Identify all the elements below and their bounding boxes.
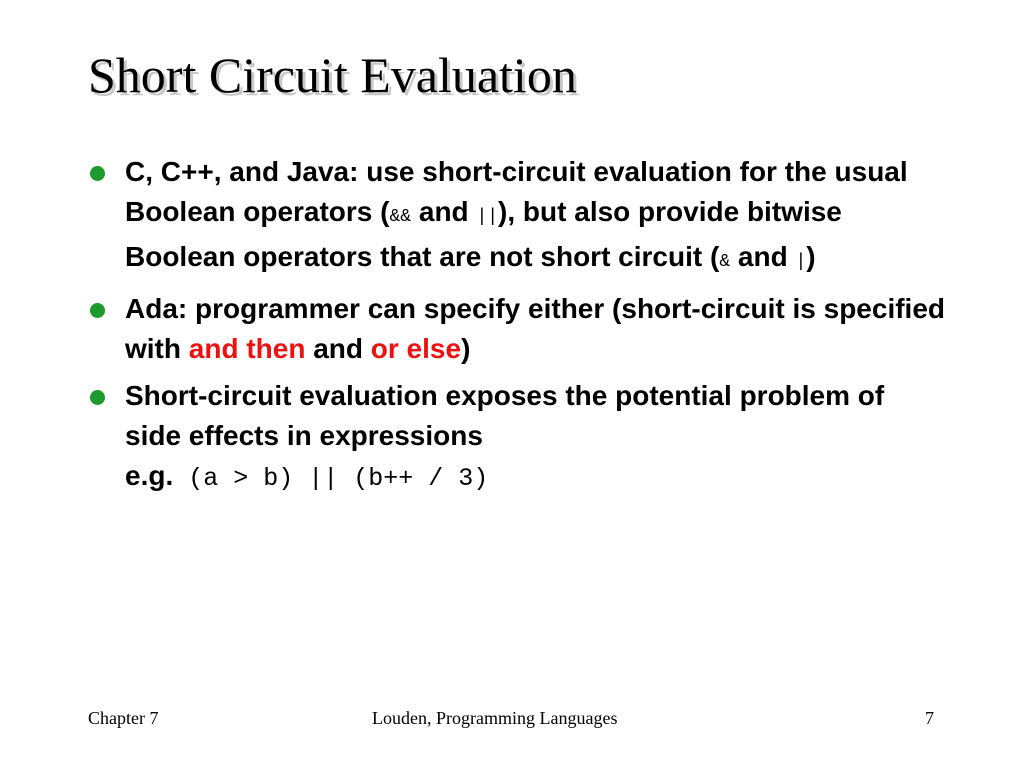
bullet-item-1 bbox=[88, 152, 948, 282]
footer-course: Louden, Programming Languages bbox=[372, 708, 618, 728]
bullet-3-eg-label: e.g. bbox=[125, 460, 174, 491]
bullet-1-text-e: ) bbox=[806, 241, 816, 272]
footer-page-number: 7 bbox=[925, 708, 934, 728]
bullet-text-3 bbox=[125, 376, 948, 499]
bullet-1-code-bitand-op: & bbox=[719, 252, 731, 272]
bullet-2-text-b: and bbox=[305, 333, 371, 364]
slide-title: Short Circuit Evaluation bbox=[88, 47, 577, 103]
bullet-dot-icon bbox=[90, 390, 105, 405]
bullet-2-keyword-or-else: or else bbox=[370, 333, 462, 364]
bullet-1-code-or-op: || bbox=[476, 207, 499, 227]
bullet-1-text-b: and bbox=[411, 196, 477, 227]
bullet-2-text-a: Ada: programmer can specify either (short-circuit is specified with bbox=[125, 293, 946, 364]
bullet-1-code-and-op: && bbox=[389, 207, 412, 227]
bullet-3-eg-code: (a > b) || (b++ / 3) bbox=[173, 464, 489, 493]
bullet-2-keyword-and-then: and then bbox=[188, 333, 306, 364]
bullet-1-text-d: and bbox=[730, 241, 796, 272]
bullet-text-2 bbox=[125, 289, 948, 369]
bullet-1-code-bitor-op: | bbox=[795, 252, 807, 272]
bullet-text-1 bbox=[125, 152, 948, 282]
bullet-dot-icon bbox=[90, 303, 105, 318]
bullet-1-text-a: C, C++, and Java: use short-circuit evaluation for the usual Boolean operators ( bbox=[125, 156, 908, 227]
bullet-dot-icon bbox=[90, 166, 105, 181]
bullet-item-2 bbox=[88, 289, 948, 369]
footer-chapter: Chapter 7 bbox=[88, 708, 159, 728]
bullet-list bbox=[88, 152, 948, 506]
bullet-3-text: Short-circuit evaluation exposes the potential problem of side effects in expressions bbox=[125, 380, 885, 451]
bullet-1-text-c: ), but also provide bitwise Boolean operators that are not short circuit ( bbox=[125, 196, 842, 272]
bullet-2-text-c: ) bbox=[461, 333, 471, 364]
bullet-item-3 bbox=[88, 376, 948, 499]
